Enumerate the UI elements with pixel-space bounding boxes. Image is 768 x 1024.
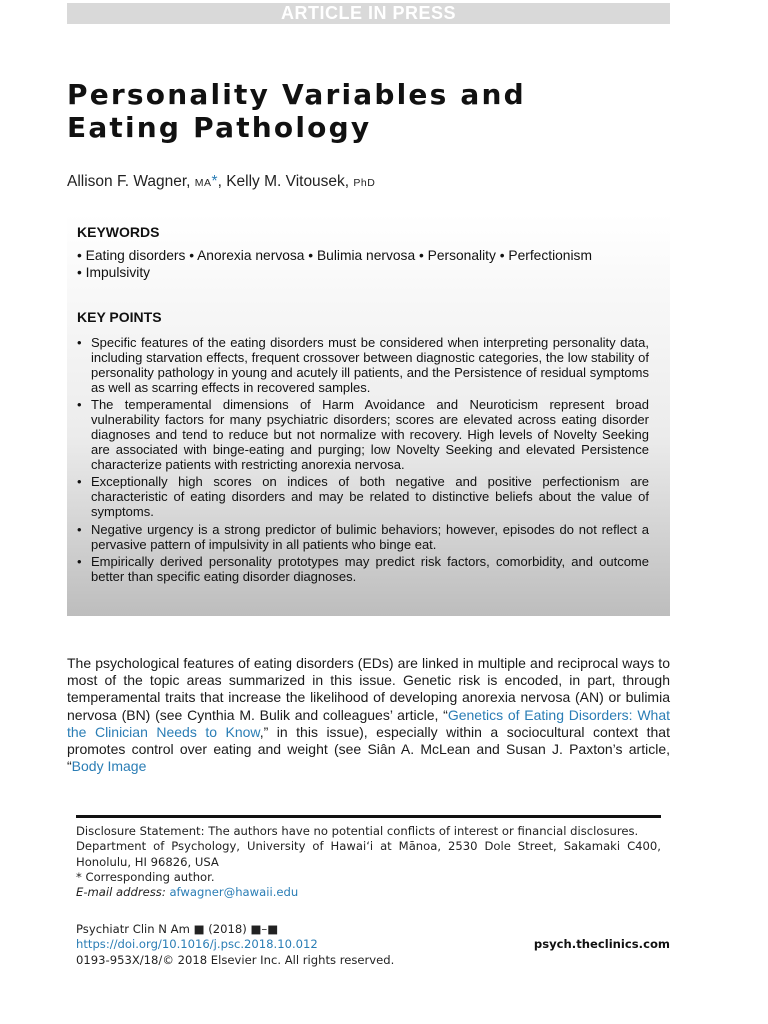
body-image-article-link[interactable]: Body Image (71, 758, 147, 775)
author-2-degree: PhD (353, 177, 376, 189)
email-link[interactable]: afwagner@hawaii.edu (169, 885, 299, 900)
footnote-divider (76, 815, 661, 818)
doi-link[interactable]: https://doi.org/10.1016/j.psc.2018.10.012 (76, 937, 318, 952)
body-text-part-2: ,” in this issue), especially within a sociocultural context that promotes control over eating and weight (see Siân A. McLean and Susan J. Paxton’s article, “ (67, 723, 670, 775)
disclosure-statement: Disclosure Statement: The authors have no potential conflicts of interest or financial disclosures. (76, 824, 639, 838)
genetics-article-link[interactable]: Genetics of Eating Disorders: What the Clinician Needs to Know (67, 706, 670, 740)
keywords-line-2: • Impulsivity (77, 265, 151, 280)
footnotes (76, 824, 661, 900)
key-point-item: • Negative urgency is a strong predictor of bulimic behaviors; however, episodes do not reflect a pervasive pattern of impulsivity in all patients who binge eat. (77, 522, 649, 552)
author-1-name: Allison F. Wagner, (67, 173, 191, 190)
email-line (76, 885, 661, 900)
key-point-item: • Empirically derived personality prototypes may predict risk factors, comorbidity, and outcome better than specific eating disorder diagnoses. (77, 554, 649, 584)
journal-citation: Psychiatr Clin N Am ■ (2018) ■–■ (76, 922, 279, 936)
copyright-line: 0193-953X/18/© 2018 Elsevier Inc. All rights reserved. (76, 952, 395, 967)
author-1-degree: MA (194, 177, 212, 189)
keywords-list (77, 247, 667, 281)
author-line (67, 173, 375, 191)
keywords-line-1: • Eating disorders • Anorexia nervosa • Bulimia nervosa • Personality • Perfectionism (77, 248, 592, 263)
affiliation: Department of Psychology, University of Hawai‘i at Mānoa, 2530 Dole Street, Sakamaki C400, Honolulu, HI 96826, USA (76, 839, 661, 869)
citation-block (76, 922, 670, 968)
article-title (67, 78, 677, 144)
key-point-item: • The temperamental dimensions of Harm Avoidance and Neuroticism represent broad vulnerability factors for many psychiatric disorders; scores are elevated across eating disorder diagnoses and tend to reduce but not normalize with recovery. High levels of Novelty Seeking are associated with binge-eating and purging; low Novelty Seeking and elevated Persistence characterize patients with restricting anorexia nervosa. (77, 397, 649, 472)
key-points-list (77, 335, 649, 586)
key-point-item: • Exceptionally high scores on indices of both negative and positive perfectionism are characteristic of eating disorders and may be related to distinctive beliefs about the value of symptoms. (77, 474, 649, 519)
key-point-item: • Specific features of the eating disorders must be considered when interpreting personality data, including starvation effects, frequent crossover between diagnostic categories, the low stability of personality pathology in young and acutely ill patients, and the Persistence of residual symptoms as well as scarring effects in recovered samples. (77, 335, 649, 395)
title-line-1: Personality Variables and (67, 78, 526, 111)
key-points-heading: KEY POINTS (77, 309, 162, 325)
title-line-2: Eating Pathology (67, 111, 372, 144)
email-label: E-mail address: (76, 885, 166, 900)
corresponding-author-note: * Corresponding author. (76, 869, 215, 884)
article-in-press-banner: ARTICLE IN PRESS (67, 3, 670, 24)
journal-site: psych.theclinics.com (533, 937, 670, 951)
keywords-heading: KEYWORDS (77, 224, 160, 240)
body-text-part-1: The psychological features of eating disorders (EDs) are linked in multiple and reciprocal ways to most of the topic areas summarized in this issue. Genetic risk is encoded, in part, through temperamental traits that increase the likelihood of developing anorexia nervosa (AN) or bulimia nervosa (BN) (see Cynthia M. Bulik and colleagues’ article, “ (67, 655, 670, 723)
body-paragraph (67, 655, 670, 775)
corresponding-author-marker[interactable]: * (211, 173, 218, 190)
author-2-name: , Kelly M. Vitousek, (217, 173, 350, 190)
keywords-keypoints-box (67, 214, 670, 616)
